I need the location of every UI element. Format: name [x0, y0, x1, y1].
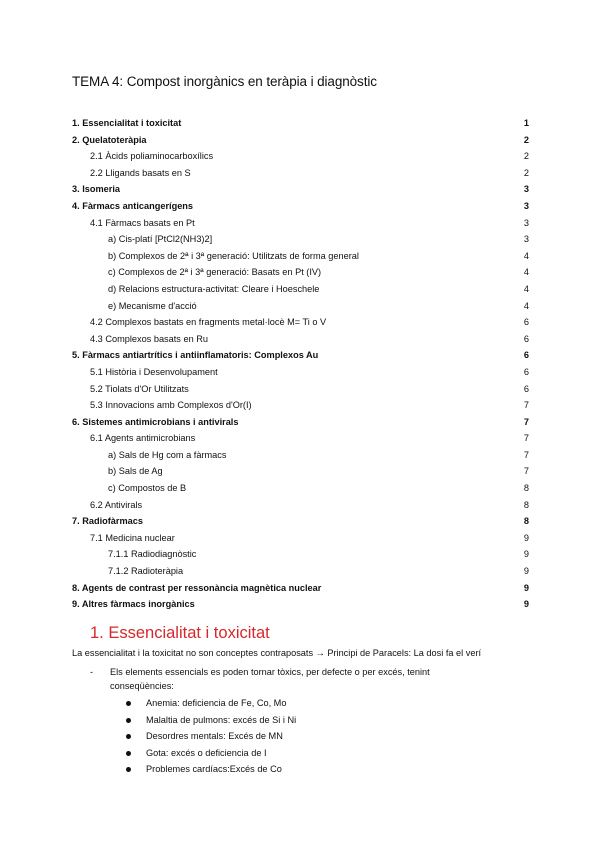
toc-entry[interactable]: [72, 497, 529, 514]
toc-entry-label: 5. Fàrmacs antiartrítics i antiinflamatoris: Complexos Au: [72, 350, 319, 361]
bullet-dot-icon: [126, 734, 131, 739]
toc-entry-label: 6.1 Agents antimicrobians: [90, 433, 196, 444]
toc-entry-label: 7. Radiofàrmacs: [72, 516, 143, 527]
toc-entry-page: 3: [523, 200, 529, 211]
toc-entry-page: 4: [523, 283, 529, 294]
toc-entry-page: 9: [523, 532, 529, 543]
toc-entry[interactable]: [72, 298, 529, 315]
toc-entry-label: c) Compostos de B: [108, 483, 187, 494]
toc-entry[interactable]: [72, 281, 529, 298]
toc-entry-page: 6: [523, 383, 529, 394]
toc-entry-label: a) Sals de Hg com a fàrmacs: [108, 449, 227, 460]
toc-entry[interactable]: [72, 513, 529, 530]
dash-list-item: [90, 665, 450, 693]
toc-entry[interactable]: [72, 132, 529, 149]
bullet-text: Problemes cardíacs:Excés de Co: [146, 764, 282, 775]
toc-entry-page: 6: [523, 366, 529, 377]
toc-entry-page: 4: [523, 250, 529, 261]
toc-entry-page: 8: [523, 516, 529, 527]
toc-entry-label: 7.1.1 Radiodiagnòstic: [108, 549, 197, 560]
toc-entry[interactable]: [72, 463, 529, 480]
toc-entry-page: 4: [523, 267, 529, 278]
toc-entry-page: 7: [523, 400, 529, 411]
bullet-text: Anemia: deficiencia de Fe, Co, Mo: [146, 698, 287, 708]
toc-entry-label: 5.3 Innovacions amb Complexos d'Or(I): [90, 400, 252, 411]
toc-entry-label: 2. Quelatoteràpia: [72, 134, 147, 145]
toc-entry-label: 8. Agents de contrast per ressonància magnètica nuclear: [72, 582, 322, 593]
toc-entry[interactable]: [72, 546, 529, 563]
bullet-dot-icon: [126, 751, 131, 756]
toc-entry-page: 2: [523, 151, 529, 162]
toc-entry-page: 7: [523, 433, 529, 444]
toc-entry-label: b) Sals de Ag: [108, 466, 163, 477]
toc-entry-page: 2: [523, 167, 529, 178]
toc-entry[interactable]: [72, 563, 529, 580]
bullet-dot-icon: [126, 718, 131, 723]
toc-entry-label: 4.3 Complexos basats en Ru: [90, 333, 208, 344]
dash-item-text: Els elements essencials es poden tornar tòxics, per defecte o per excés, tenint conseqüències:: [110, 667, 430, 691]
toc-entry-page: 7: [523, 416, 529, 427]
toc-entry-page: 4: [523, 300, 529, 311]
toc-entry-label: 2.1 Àcids poliaminocarboxílics: [90, 151, 214, 162]
toc-entry-page: 3: [523, 234, 529, 245]
toc-entry-page: 2: [523, 134, 529, 145]
toc-entry-page: 3: [523, 217, 529, 228]
toc-entry-label: 4. Fàrmacs anticangerígens: [72, 200, 194, 211]
toc-entry[interactable]: [72, 414, 529, 431]
bullet-text: Gota: excés o deficiencia de I: [146, 747, 267, 758]
document-title: TEMA 4: Compost inorgànics en teràpia i diagnòstic: [72, 74, 377, 89]
toc-entry-label: 3. Isomeria: [72, 184, 121, 195]
toc-entry[interactable]: [72, 181, 529, 198]
toc-entry[interactable]: [72, 364, 529, 381]
toc-entry-label: 2.2 Lligands basats en S: [90, 167, 191, 178]
toc-entry[interactable]: [72, 430, 529, 447]
toc-entry-page: 3: [523, 184, 529, 195]
toc-entry-page: 9: [523, 549, 529, 560]
toc-entry[interactable]: [72, 381, 529, 398]
toc-entry-label: b) Complexos de 2ª i 3ª generació: Utilitzats de forma general: [108, 250, 359, 261]
toc-entry[interactable]: [72, 447, 529, 464]
toc-entry[interactable]: [72, 397, 529, 414]
toc-entry-label: 1. Essencialitat i toxicitat: [72, 118, 182, 128]
toc-entry[interactable]: [72, 148, 529, 165]
toc-entry-label: 6.2 Antivirals: [90, 499, 143, 510]
toc-entry[interactable]: [72, 231, 529, 248]
toc-entry-label: e) Mecanisme d'acció: [108, 300, 197, 311]
bullet-dot-icon: [126, 767, 131, 772]
toc-entry[interactable]: [72, 115, 529, 132]
toc-entry-page: 9: [523, 566, 529, 577]
toc-entry[interactable]: [72, 596, 529, 613]
toc-entry[interactable]: [72, 248, 529, 265]
toc-entry-page: 7: [523, 466, 529, 477]
toc-entry[interactable]: [72, 264, 529, 281]
toc-entry-page: 7: [523, 449, 529, 460]
toc-entry-label: 9. Altres fàrmacs inorgànics: [72, 599, 195, 610]
toc-entry[interactable]: [72, 347, 529, 364]
toc-entry-page: 9: [523, 599, 529, 610]
toc-entry-label: 7.1.2 Radioteràpia: [108, 566, 184, 577]
toc-entry-page: 1: [523, 118, 529, 128]
toc-entry[interactable]: [72, 165, 529, 182]
bullet-text: Malaltia de pulmons: excés de Si i Ni: [146, 714, 297, 725]
toc-entry-page: 8: [523, 499, 529, 510]
toc-entry[interactable]: [72, 530, 529, 547]
toc-entry[interactable]: [72, 314, 529, 331]
table-of-contents: [72, 115, 529, 613]
toc-entry-label: a) Cis-platí [PtCl2(NH3)2]: [108, 234, 213, 245]
toc-entry-page: 8: [523, 483, 529, 494]
toc-entry-label: 6. Sistemes antimicrobians i antivirals: [72, 416, 239, 427]
bullet-dot-icon: [126, 701, 131, 706]
toc-entry-label: d) Relacions estructura-activitat: Cleare i Hoeschele: [108, 283, 320, 294]
toc-entry-page: 6: [523, 350, 529, 361]
intro-paragraph: La essencialitat i la toxicitat no son conceptes contraposats → Principi de Paracels: La dosi fa el verí: [72, 648, 482, 658]
toc-entry-label: 4.1 Fàrmacs basats en Pt: [90, 217, 195, 228]
section-heading: 1. Essencialitat i toxicitat: [90, 624, 270, 642]
bullet-text: Desordres mentals: Excés de MN: [146, 731, 283, 742]
toc-entry-page: 6: [523, 317, 529, 328]
toc-entry[interactable]: [72, 198, 529, 215]
toc-entry-label: 4.2 Complexos bastats en fragments metal·locè M= Ti o V: [90, 317, 327, 328]
toc-entry-label: 5.2 Tiolats d'Or Utilitzats: [90, 383, 189, 394]
toc-entry[interactable]: [72, 331, 529, 348]
toc-entry-label: 7.1 Medicina nuclear: [90, 532, 175, 543]
toc-entry-label: 5.1 Història i Desenvolupament: [90, 366, 218, 377]
dash-marker: -: [90, 667, 94, 677]
toc-entry[interactable]: [72, 215, 529, 232]
toc-entry-page: 6: [523, 333, 529, 344]
toc-entry[interactable]: [72, 480, 529, 497]
toc-entry[interactable]: [72, 580, 529, 597]
toc-entry-label: c) Complexos de 2ª i 3ª generació: Basats en Pt (IV): [108, 267, 322, 278]
toc-entry-page: 9: [523, 582, 529, 593]
